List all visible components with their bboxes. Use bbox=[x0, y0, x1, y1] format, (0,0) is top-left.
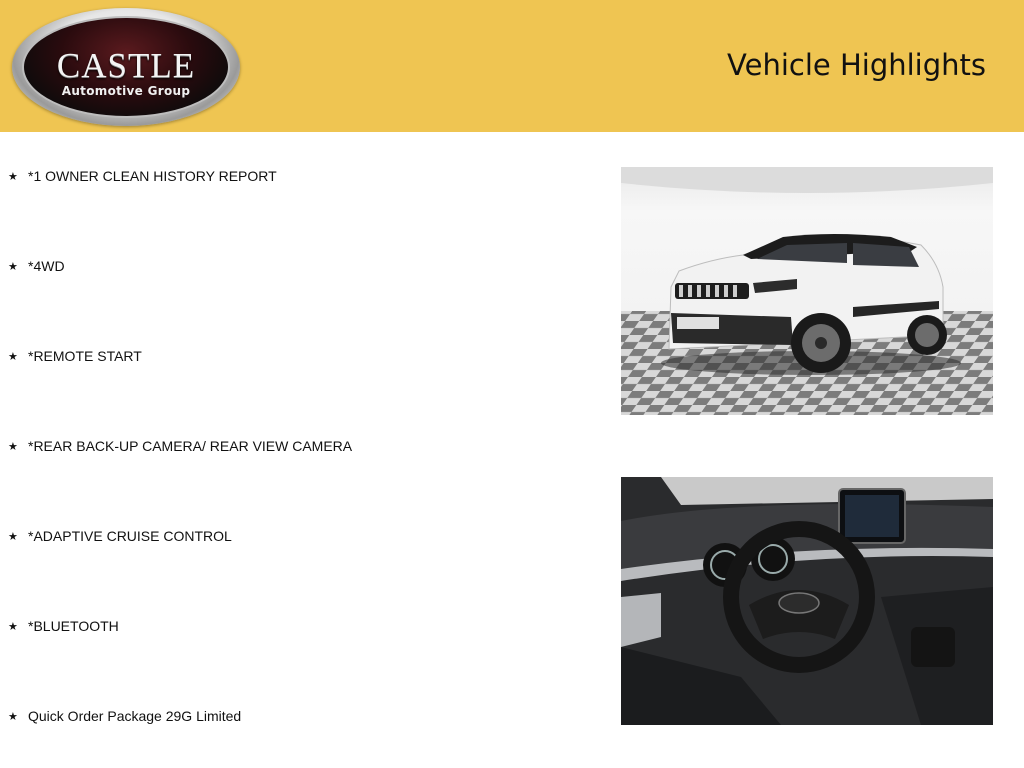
interior-dashboard-illustration bbox=[621, 477, 993, 725]
page-title: Vehicle Highlights bbox=[727, 48, 986, 82]
page-header bbox=[0, 0, 1024, 132]
highlight-text: *BLUETOOTH bbox=[28, 618, 119, 634]
castle-automotive-logo bbox=[12, 8, 240, 126]
vehicle-exterior-photo bbox=[621, 167, 993, 415]
highlight-text: *REMOTE START bbox=[28, 348, 142, 364]
logo-emblem bbox=[22, 16, 230, 118]
star-icon: ★ bbox=[8, 350, 18, 363]
star-icon: ★ bbox=[8, 710, 18, 723]
star-icon: ★ bbox=[8, 620, 18, 633]
star-icon: ★ bbox=[8, 260, 18, 273]
logo-tagline: Automotive Group bbox=[61, 84, 191, 98]
star-icon: ★ bbox=[8, 530, 18, 543]
vehicle-interior-photo bbox=[621, 477, 993, 725]
highlight-text: Quick Order Package 29G Limited bbox=[28, 708, 242, 724]
list-item bbox=[8, 526, 232, 546]
list-item bbox=[8, 346, 142, 366]
highlight-text: *4WD bbox=[28, 258, 65, 274]
suv-exterior-illustration bbox=[621, 167, 993, 415]
list-item bbox=[8, 166, 277, 186]
list-item bbox=[8, 436, 352, 456]
list-item bbox=[8, 616, 119, 636]
list-item bbox=[8, 256, 65, 276]
list-item bbox=[8, 706, 241, 726]
star-icon: ★ bbox=[8, 170, 18, 183]
logo-name: CASTLE bbox=[56, 46, 196, 85]
highlight-text: *1 OWNER CLEAN HISTORY REPORT bbox=[28, 168, 277, 184]
star-icon: ★ bbox=[8, 440, 18, 453]
highlight-text: *REAR BACK-UP CAMERA/ REAR VIEW CAMERA bbox=[28, 438, 353, 454]
highlight-text: *ADAPTIVE CRUISE CONTROL bbox=[28, 528, 232, 544]
